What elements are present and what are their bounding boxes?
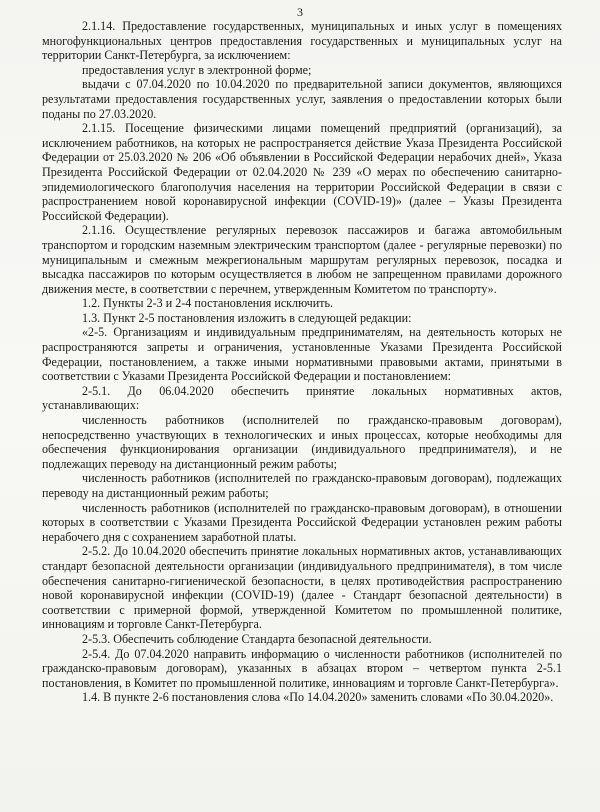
paragraph-1-4: 1.4. В пункте 2-6 постановления слова «По 14.04.2020» заменить словами «По 30.04.2020». [82, 690, 554, 705]
paragraph-1-2: 1.2. Пункты 2-3 и 2-4 постановления исключить. [82, 296, 334, 311]
paragraph-document-issuance: выдачи с 07.04.2020 по 10.04.2020 по предварительной записи документов, являющихся результатами предоставления государственных услуг, заявления о предоставлении которых были поданы по 27.03.2020. [42, 77, 562, 121]
paragraph-2-5-3: 2-5.3. Обеспечить соблюдение Стандарта безопасной деятельности. [82, 631, 432, 646]
paragraph-workers-nonworking: численность работников (исполнителей по гражданско-правовым договорам), в отношении которых в соответствии с Указами Президента Российской Федерации установлен режим работы нерабочего дня с сохранением заработной платы. [42, 500, 562, 544]
paragraph-2-5-4: 2-5.4. До 07.04.2020 направить информацию о численности работников (исполнителей по гражданско-правовым договорам), указанных в абзацах втором – четвертом пункта 2-5.1 постановления, в Комитет по промышленной политике, инновациям и торговле Санкт-Петербурга». [42, 646, 562, 690]
paragraph-electronic-form: предоставления услуг в электронной форме; [82, 62, 312, 77]
paragraph-workers-processes: численность работников (исполнителей по гражданско-правовым договорам), непосредственно участвующих в технологических и иных процессах, которые необходимы для обеспечения функционирования организации (индивидуального предпринимателя), и не подлежащих переводу на дистанционный режим работы; [42, 413, 562, 471]
paragraph-1-3: 1.3. Пункт 2-5 постановления изложить в следующей редакции: [82, 310, 412, 325]
paragraph-workers-remote: численность работников (исполнителей по гражданско-правовым договорам), подлежащих переводу на дистанционный режим работы; [42, 471, 562, 500]
paragraph-2-5: «2-5. Организациям и индивидуальным предпринимателям, на деятельность которых не распространяются запреты и ограничения, установленные Указами Президента Российской Федерации, постановлением, а также иными нормативными правовыми актами, принятыми в соответствии с Указами Президента Российской Федерации и постановлением: [42, 325, 562, 384]
paragraph-2-1-14: 2.1.14. Предоставление государственных, муниципальных и иных услуг в помещениях многофункциональных центров предоставления государственных и муниципальных услуг на территории Санкт-Петербурга, за исключением: [42, 19, 562, 63]
paragraph-2-1-16: 2.1.16. Осуществление регулярных перевозок пассажиров и багажа автомобильным транспортом и городским наземным электрическим транспортом (далее - регулярные перевозки) по муниципальным и смежным межрегиональным маршрутам регулярных перевозок, посадка и высадка пассажиров по которым осуществляется в любом не запрещенном правилами дорожного движения месте, в соответствии с перечнем, утвержденным Комитетом по транспорту». [42, 223, 562, 296]
paragraph-2-1-15: 2.1.15. Посещение физическими лицами помещений предприятий (организаций), за исключением работников, на которых не распространяется действие Указа Президента Российской Федерации от 25.03.2020 № 206 «Об объявлении в Российской Федерации нерабочих дней», Указа Президента Российской Федерации от 02.04.2020 № 239 «О мерах по обеспечению санитарно-эпидемиологического благополучия населения на территории Российской Федерации в связи с распространением новой коронавирусной инфекции (COVID-19)» (далее – Указы Президента Российской Федерации). [42, 121, 562, 223]
paragraph-2-5-2: 2-5.2. До 10.04.2020 обеспечить принятие локальных нормативных актов, устанавливающих стандарт безопасной деятельности организации (индивидуального предпринимателя), в том числе обеспечения санитарно-гигиенической безопасности, в целях противодействия распространению новой коронавирусной инфекции (COVID-19) (далее - Стандарт безопасной деятельности) в соответствии с примерной формой, утвержденной Комитетом по промышленной политике, инновациям и торговле Санкт-Петербурга. [42, 544, 562, 632]
document-body [42, 19, 562, 705]
paragraph-2-5-1: 2-5.1. До 06.04.2020 обеспечить принятие локальных нормативных актов, устанавливающих: [42, 383, 562, 413]
page-number: 3 [297, 5, 303, 19]
